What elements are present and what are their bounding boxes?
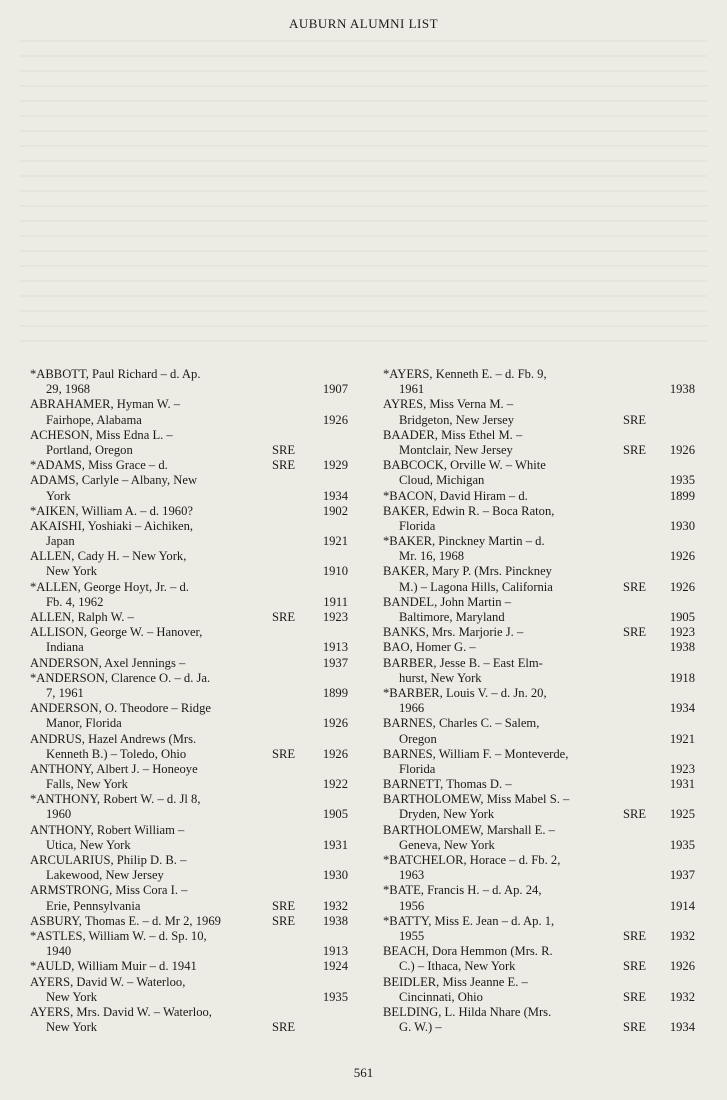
alumni-entry [30,914,348,929]
entry-continuation-line [383,610,695,625]
entry-name-line [30,549,348,564]
class-year: 1905 [669,610,695,624]
entry-name-line [383,853,695,868]
entry-name-line [30,914,348,929]
entry-text: *ANTHONY, Robert W. – d. Jl 8, [30,792,201,807]
alumni-entry [30,959,348,974]
alumni-entry [383,656,695,686]
entry-text: BAADER, Miss Ethel M. – [383,427,523,442]
class-year: 1938 [669,640,695,655]
entry-continuation-line [30,944,348,959]
entry-text: 7, 1961 [46,685,84,700]
class-year: 1922 [322,777,348,792]
entry-text: New York [46,1020,98,1035]
entry-name-line [383,747,695,762]
entry-continuation-line [30,443,348,458]
class-year: 1931 [322,837,348,852]
entry-text: *ALLEN, George Hoyt, Jr. – d. [30,579,189,594]
entry-continuation-line [30,413,348,428]
entry-name-line [383,595,695,610]
entry-text: Cincinnati, Ohio [399,989,483,1004]
class-year: 1926 [669,959,695,974]
alumni-entry [383,625,695,640]
entry-name-line [30,823,348,838]
entry-text: BELDING, L. Hilda Nhare (Mrs. [383,1004,552,1019]
entry-text: ANTHONY, Robert William – [30,822,185,837]
entry-text: BAKER, Mary P. (Mrs. Pinckney [383,564,552,579]
alumni-entry [30,883,348,913]
entry-name-line [30,762,348,777]
sre-marker: SRE [623,412,647,427]
entry-continuation-line [30,382,348,397]
entry-continuation-line [383,732,695,747]
entry-name-line [30,473,348,488]
entry-text: 29, 1968 [46,382,91,397]
entry-continuation-line [30,595,348,610]
sre-marker: SRE [623,989,647,1004]
alumni-entry [30,625,348,655]
entry-text: Cloud, Michigan [399,473,485,488]
sre-marker: SRE [272,610,296,624]
entry-continuation-line [30,686,348,701]
class-year: 1899 [669,488,695,503]
entry-continuation-line [383,868,695,883]
entry-text: York [46,488,71,503]
entry-text: Florida [399,518,436,533]
entry-continuation-line [383,990,695,1005]
sre-marker: SRE [623,625,647,640]
entry-text: Portland, Oregon [46,442,133,457]
alumni-entry [383,428,695,458]
entry-text: Mr. 16, 1968 [399,549,465,564]
entry-name-line [383,458,695,473]
entry-text: *ASTLES, William W. – d. Sp. 10, [30,928,207,943]
entry-text: Dryden, New York [399,807,495,822]
class-year: 1938 [669,382,695,397]
entry-continuation-line [30,807,348,822]
entry-text: *BATE, Francis H. – d. Ap. 24, [383,883,542,898]
entry-continuation-line [30,899,348,914]
entry-text: 1956 [399,898,425,913]
entry-text: Japan [46,534,75,549]
entry-text: BARNETT, Thomas D. – [383,777,512,792]
alumni-entry [30,853,348,883]
entry-name-line [30,610,348,625]
entry-continuation-line [383,959,695,974]
sre-marker: SRE [272,442,296,457]
class-year: 1935 [322,989,348,1004]
entry-continuation-line [30,1020,348,1035]
alumni-entry [383,489,695,504]
alumni-entry [30,519,348,549]
entry-text: Utica, New York [46,837,131,852]
alumni-entry [30,580,348,610]
class-year: 1918 [669,670,695,685]
entry-continuation-line [30,777,348,792]
entry-text: BANKS, Mrs. Marjorie J. – [383,625,524,640]
entry-continuation-line [30,868,348,883]
entry-text: *BATTY, Miss E. Jean – d. Ap. 1, [383,913,555,928]
class-year: 1926 [322,412,348,427]
sre-marker: SRE [272,458,296,473]
entry-continuation-line [383,519,695,534]
alumni-entry [383,367,695,397]
entry-text: BARTHOLOMEW, Marshall E. – [383,822,555,837]
entry-continuation-line [383,382,695,397]
entry-text: BABCOCK, Orville W. – White [383,458,546,473]
entry-text: Lakewood, New Jersey [46,868,164,883]
entry-text: AYERS, David W. – Waterloo, [30,974,186,989]
entry-text: *AULD, William Muir – d. 1941 [30,959,197,974]
entry-continuation-line [383,443,695,458]
entry-text: ANDERSON, Axel Jennings – [30,655,186,670]
alumni-entry [383,883,695,913]
entry-continuation-line [383,899,695,914]
entry-continuation-line [383,1020,695,1035]
class-year: 1929 [322,458,348,473]
entry-text: BEIDLER, Miss Jeanne E. – [383,974,528,989]
right-column [383,367,695,1035]
entry-text: Manor, Florida [46,716,122,731]
entry-name-line [383,489,695,504]
entry-text: Baltimore, Maryland [399,610,505,624]
class-year: 1905 [322,807,348,822]
class-year: 1923 [669,761,695,776]
alumni-entry [30,732,348,762]
entry-name-line [383,428,695,443]
entry-text: BARTHOLOMEW, Miss Mabel S. – [383,792,570,807]
entry-text: *ABBOTT, Paul Richard – d. Ap. [30,367,201,381]
entry-name-line [30,975,348,990]
entry-name-line [30,853,348,868]
entry-text: Montclair, New Jersey [399,442,513,457]
entry-continuation-line [30,564,348,579]
entry-text: ANDERSON, O. Theodore – Ridge [30,701,211,716]
page-number: 561 [353,1065,374,1080]
entry-name-line [383,564,695,579]
entry-text: AKAISHI, Yoshiaki – Aichiken, [30,518,194,533]
entry-text: Kenneth B.) – Toledo, Ohio [46,746,187,761]
alumni-entry [383,853,695,883]
class-year: 1907 [322,382,348,397]
entry-name-line [383,823,695,838]
entry-name-line [30,929,348,944]
entry-text: ASBURY, Thomas E. – d. Mr 2, 1969 [30,913,221,928]
class-year: 1926 [669,579,695,594]
entry-text: ALLEN, Ralph W. – [30,610,134,624]
entry-text: ACHESON, Miss Edna L. – [30,427,173,442]
class-year: 1924 [322,959,348,974]
entry-name-line [383,1005,695,1020]
entry-continuation-line [383,413,695,428]
class-year: 1937 [669,868,695,883]
entry-text: *BACON, David Hiram – d. [383,488,528,503]
sre-marker: SRE [623,579,647,594]
alumni-entry [30,975,348,1005]
entry-text: AYRES, Miss Verna M. – [383,397,514,412]
class-year: 1925 [669,807,695,822]
entry-name-line [383,975,695,990]
entry-text: *BARBER, Louis V. – d. Jn. 20, [383,685,547,700]
alumni-entry [383,504,695,534]
alumni-entry [383,944,695,974]
class-year: 1935 [669,473,695,488]
entry-continuation-line [30,640,348,655]
entry-text: ARCULARIUS, Philip D. B. – [30,853,187,867]
entry-name-line [383,792,695,807]
alumni-entry [383,595,695,625]
entry-text: 1960 [46,807,72,822]
alumni-entry [383,823,695,853]
entry-text: BARNES, Charles C. – Salem, [383,716,540,731]
class-year: 1910 [322,564,348,579]
entry-text: ANTHONY, Albert J. – Honeoye [30,761,198,776]
alumni-entry [383,534,695,564]
alumni-entry [383,777,695,792]
sre-marker: SRE [272,1020,296,1035]
class-year: 1899 [322,685,348,700]
alumni-entry [30,549,348,579]
entry-name-line [30,397,348,412]
entry-text: *ADAMS, Miss Grace – d. [30,458,168,473]
entry-text: BARBER, Jesse B. – East Elm- [383,655,543,670]
entry-name-line [383,656,695,671]
entry-continuation-line [30,838,348,853]
entry-continuation-line [30,716,348,731]
entry-text: Oregon [399,731,437,746]
entry-text: Fairhope, Alabama [46,412,142,427]
entry-name-line [30,458,348,473]
sre-marker: SRE [272,913,296,928]
class-year: 1935 [669,837,695,852]
entry-text: ANDRUS, Hazel Andrews (Mrs. [30,731,197,746]
entry-text: ADAMS, Carlyle – Albany, New [30,473,198,488]
entry-continuation-line [383,701,695,716]
alumni-entry [383,458,695,488]
class-year: 1934 [322,488,348,503]
entry-name-line [383,640,695,655]
class-year: 1926 [669,549,695,564]
page-header: AUBURN ALUMNI LIST [288,16,439,31]
entry-name-line [383,504,695,519]
class-year: 1938 [322,913,348,928]
class-year: 1921 [669,731,695,746]
entry-text: Geneva, New York [399,837,495,852]
entry-name-line [30,732,348,747]
entry-text: BARNES, William F. – Monteverde, [383,746,569,761]
entry-continuation-line [30,747,348,762]
entry-text: ALLEN, Cady H. – New York, [30,549,187,564]
entry-text: C.) – Ithaca, New York [399,959,516,974]
alumni-entry [383,716,695,746]
left-column [30,367,348,1035]
entry-continuation-line [383,807,695,822]
class-year: 1913 [322,640,348,655]
entry-name-line [30,504,348,519]
alumni-entry [383,397,695,427]
alumni-entry [30,792,348,822]
entry-text: 1963 [399,868,425,883]
class-year: 1930 [669,518,695,533]
sre-marker: SRE [272,746,296,761]
alumni-entry [30,671,348,701]
alumni-entry [383,975,695,1005]
class-year: 1937 [322,655,348,670]
entry-name-line [383,883,695,898]
class-year: 1926 [669,442,695,457]
entry-text: ALLISON, George W. – Hanover, [30,625,203,640]
entry-text: *BAKER, Pinckney Martin – d. [383,534,545,549]
entry-continuation-line [383,838,695,853]
sre-marker: SRE [272,898,296,913]
alumni-entry [383,640,695,655]
alumni-entry [30,656,348,671]
entry-continuation-line [383,929,695,944]
entry-text: Indiana [46,640,84,655]
entry-continuation-line [383,580,695,595]
sre-marker: SRE [623,959,647,974]
class-year: 1934 [669,1020,695,1035]
class-year: 1926 [322,716,348,731]
entry-text: Fb. 4, 1962 [46,594,104,609]
class-year: 1911 [323,594,348,609]
entry-text: *AIKEN, William A. – d. 1960? [30,503,193,518]
bleed-through-texture [20,40,707,350]
entry-name-line [383,625,695,640]
entry-text: hurst, New York [399,670,482,685]
alumni-entry [30,762,348,792]
class-year: 1932 [322,898,348,913]
class-year: 1923 [669,625,695,640]
entry-text: 1940 [46,944,72,959]
entry-text: BEACH, Dora Hemmon (Mrs. R. [383,944,553,959]
alumni-entry [30,610,348,625]
entry-name-line [30,656,348,671]
entry-name-line [30,580,348,595]
entry-name-line [383,397,695,412]
alumni-entry [30,504,348,519]
alumni-entry [383,792,695,822]
sre-marker: SRE [623,928,647,943]
alumni-entry [30,929,348,959]
entry-text: G. W.) – [399,1020,442,1035]
class-year: 1913 [322,944,348,959]
entry-text: 1961 [399,382,425,397]
entry-text: AYERS, Mrs. David W. – Waterloo, [30,1004,212,1019]
alumni-entry [30,823,348,853]
alumni-entry [30,428,348,458]
sre-marker: SRE [623,807,647,822]
entry-continuation-line [30,534,348,549]
entry-text: ARMSTRONG, Miss Cora I. – [30,883,188,898]
entry-name-line [383,914,695,929]
entry-name-line [30,367,348,382]
alumni-entry [383,1005,695,1035]
sre-marker: SRE [623,442,647,457]
entry-name-line [383,367,695,382]
entry-continuation-line [383,762,695,777]
class-year: 1932 [669,989,695,1004]
class-year: 1914 [669,898,695,913]
class-year: 1921 [322,534,348,549]
entry-text: *ANDERSON, Clarence O. – d. Ja. [30,670,211,685]
entry-text: M.) – Lagona Hills, California [399,579,553,594]
entry-text: New York [46,989,98,1004]
alumni-entry [30,1005,348,1035]
entry-continuation-line [383,473,695,488]
entry-text: 1966 [399,701,425,716]
entry-name-line [30,671,348,686]
entry-name-line [30,959,348,974]
entry-name-line [30,883,348,898]
class-year: 1930 [322,868,348,883]
entry-name-line [383,716,695,731]
entry-text: Bridgeton, New Jersey [399,412,515,427]
entry-name-line [383,686,695,701]
entry-text: ABRAHAMER, Hyman W. – [30,397,181,412]
entry-name-line [383,777,695,792]
entry-continuation-line [383,549,695,564]
alumni-entry [30,397,348,427]
entry-text: *AYERS, Kenneth E. – d. Fb. 9, [383,367,547,381]
alumni-entry [383,686,695,716]
entry-name-line [383,944,695,959]
class-year: 1923 [322,610,348,624]
alumni-entry [30,701,348,731]
class-year: 1931 [669,777,695,792]
entry-continuation-line [30,990,348,1005]
entry-text: 1955 [399,928,425,943]
entry-text: BAKER, Edwin R. – Boca Raton, [383,503,555,518]
entry-name-line [383,534,695,549]
alumni-entry [30,473,348,503]
alumni-entry [383,564,695,594]
entry-name-line [30,625,348,640]
entry-text: Falls, New York [46,777,128,792]
entry-name-line [30,428,348,443]
entry-text: *BATCHELOR, Horace – d. Fb. 2, [383,853,561,867]
alumni-entry [383,914,695,944]
entry-name-line [30,519,348,534]
class-year: 1934 [669,701,695,716]
entry-continuation-line [383,671,695,686]
sre-marker: SRE [623,1020,647,1035]
entry-text: New York [46,564,98,579]
entry-text: BANDEL, John Martin – [383,594,512,609]
entry-text: Florida [399,761,436,776]
entry-continuation-line [30,489,348,504]
alumni-entry [30,458,348,473]
entry-text: Erie, Pennsylvania [46,898,141,913]
alumni-entry [383,747,695,777]
entry-name-line [30,792,348,807]
entry-text: BAO, Homer G. – [383,640,476,655]
entry-name-line [30,1005,348,1020]
alumni-entry [30,367,348,397]
class-year: 1902 [322,503,348,518]
class-year: 1932 [669,928,695,943]
class-year: 1926 [322,746,348,761]
entry-name-line [30,701,348,716]
